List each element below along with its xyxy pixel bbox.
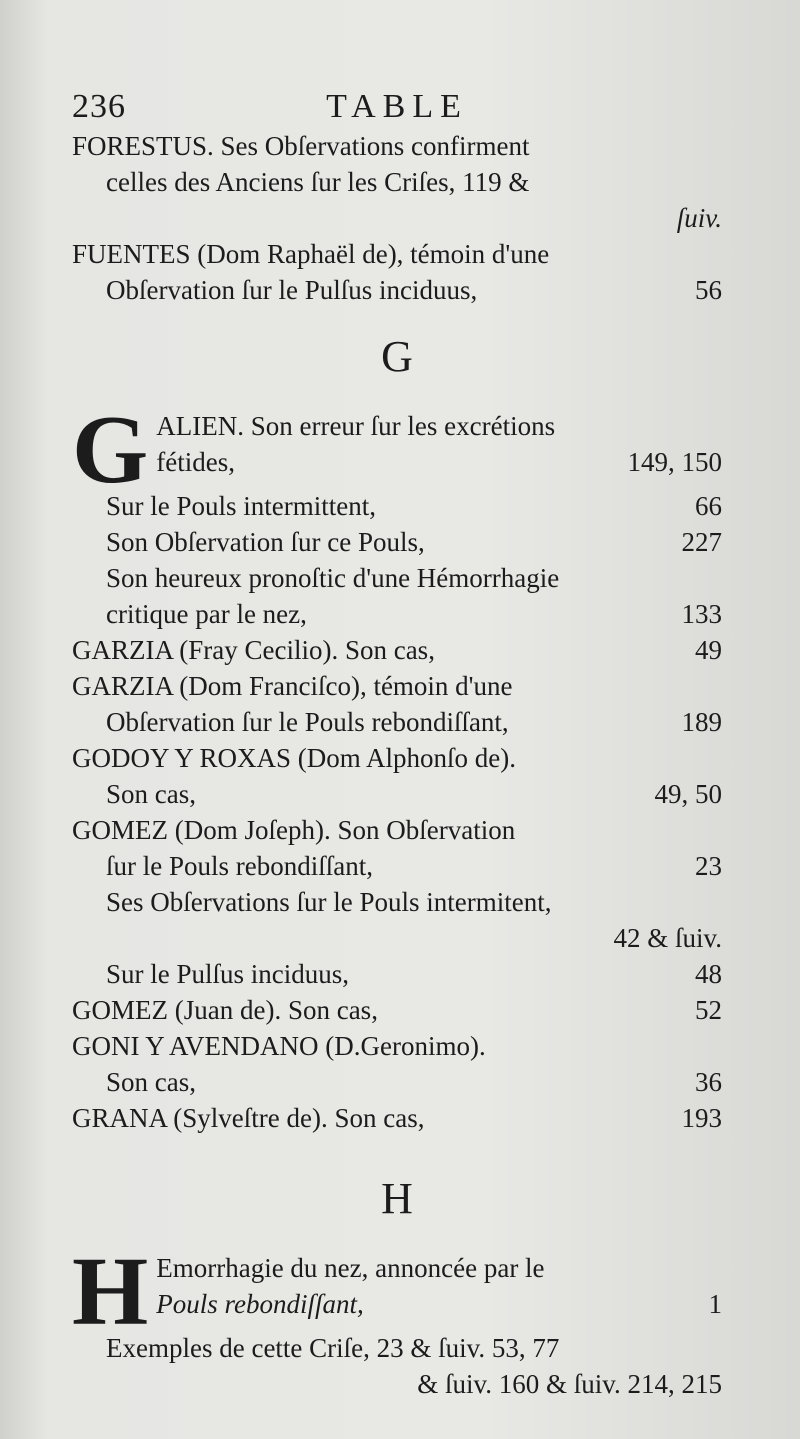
entry-page-number: 52 xyxy=(695,995,722,1025)
entry-text: critique par le nez, xyxy=(106,599,307,629)
entry-text: GARZIA (Dom Franciſco), témoin d'une xyxy=(72,671,513,701)
entry-text: ALIEN. Son erreur ſur les excrétions xyxy=(156,411,556,441)
entry-text: GODOY Y ROXAS (Dom Alphonſo de). xyxy=(72,743,516,773)
entry-text: Son Obſervation ſur ce Pouls, xyxy=(106,527,425,557)
entry-text: Sur le Pulſus inciduus, xyxy=(106,959,350,989)
entry-page-number: 189 xyxy=(681,707,722,737)
entry-text: Ses Obſervations ſur le Pouls intermitent, xyxy=(106,887,552,917)
index-entry xyxy=(72,128,722,236)
entry-page-number: 48 xyxy=(695,959,722,989)
entry-page-number: 36 xyxy=(695,1067,722,1097)
drop-cap: H xyxy=(72,1238,149,1346)
index-entry-hemorrhagie xyxy=(72,1238,722,1402)
index-entry-galien xyxy=(72,396,722,632)
entry-page-number: 149, 150 xyxy=(627,447,722,477)
entry-page-number: 49, 50 xyxy=(654,779,722,809)
entry-page-number: 56 xyxy=(695,275,722,305)
entry-text: Exemples de cette Criſe, 23 & ſuiv. 53, 77 xyxy=(106,1333,560,1363)
entry-text: GRANA (Sylveſtre de). Son cas, xyxy=(72,1103,425,1133)
entry-text: Son heureux pronoſtic d'une Hémorrhagie xyxy=(106,563,560,593)
section-letter-g: G xyxy=(381,332,413,381)
entry-text: FORESTUS. Ses Obſervations confirment xyxy=(72,131,530,161)
entry-text: Emorrhagie du nez, annoncée par le xyxy=(156,1253,545,1283)
entry-text: GARZIA (Fray Cecilio). Son cas, xyxy=(72,635,435,665)
entry-text: GONI Y AVENDANO (D.Geronimo). xyxy=(72,1031,486,1061)
entry-page-number: 1 xyxy=(708,1289,722,1319)
index-entry xyxy=(72,812,722,992)
index-entry xyxy=(72,992,722,1028)
page-number: 236 xyxy=(72,88,126,125)
index-content xyxy=(72,128,722,1402)
entry-page-number: 49 xyxy=(695,635,722,665)
entry-text: GOMEZ (Juan de). Son cas, xyxy=(72,995,378,1025)
entry-page-number: 23 xyxy=(695,851,722,881)
entry-text: Obſervation ſur le Pouls rebondiſſant, xyxy=(106,707,509,737)
entry-text: celles des Anciens ſur les Criſes, 119 & xyxy=(106,167,530,197)
drop-cap: G xyxy=(72,396,149,504)
index-entry xyxy=(72,668,722,740)
section-letter-h: H xyxy=(381,1174,413,1223)
entry-text: Son cas, xyxy=(106,779,196,809)
entry-text: FUENTES (Dom Raphaël de), témoin d'une xyxy=(72,239,550,269)
entry-text: GOMEZ (Dom Joſeph). Son Obſervation xyxy=(72,815,516,845)
index-entry xyxy=(72,632,722,668)
entry-text: ſur le Pouls rebondiſſant, xyxy=(106,851,373,881)
entry-page-number: 227 xyxy=(681,527,722,557)
index-entry xyxy=(72,1028,722,1100)
page-title: TABLE xyxy=(326,88,468,125)
entry-text: ſuiv. xyxy=(676,203,722,233)
index-entry xyxy=(72,1100,722,1136)
entry-text: Obſervation ſur le Pulſus inciduus, xyxy=(106,275,478,305)
entry-text: Sur le Pouls intermittent, xyxy=(106,491,376,521)
entry-text: Pouls rebondiſſant, xyxy=(156,1289,364,1319)
entry-text: 42 & ſuiv. xyxy=(613,923,722,953)
index-entry xyxy=(72,740,722,812)
entry-text: Son cas, xyxy=(106,1067,196,1097)
entry-page-number: 193 xyxy=(681,1103,722,1133)
entry-page-number: 66 xyxy=(695,491,722,521)
entry-page-number: 133 xyxy=(681,599,722,629)
entry-text: fétides, xyxy=(156,447,235,477)
index-entry xyxy=(72,236,722,308)
entry-text: & ſuiv. 160 & ſuiv. 214, 215 xyxy=(417,1369,722,1399)
